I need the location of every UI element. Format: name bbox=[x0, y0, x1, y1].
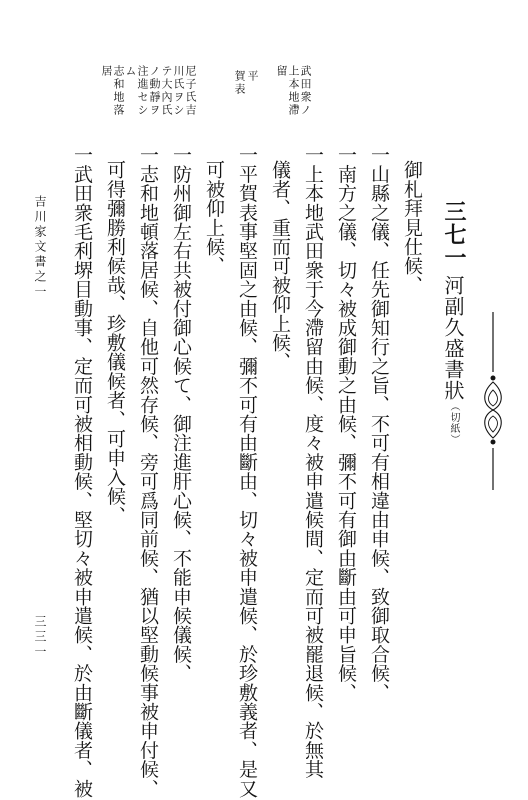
body-line-5: 儀者、重而可被仰上候、 bbox=[269, 160, 291, 372]
document-title-text: 河副久盛書狀 bbox=[441, 275, 465, 401]
body-line-7: 可被仰上候、 bbox=[203, 160, 225, 276]
body-line-1: 御札拜見仕候、 bbox=[401, 160, 423, 295]
body-line-6: 一平賀表事堅固之由候、彌不可有由斷由、切々被申遣候、於珍敷義者、是又 bbox=[236, 145, 258, 798]
document-title bbox=[442, 275, 464, 445]
body-line-10: 可得彌勝利候哉、珍敷儀候者、可申入候、 bbox=[104, 160, 126, 525]
body-line-9: 一志和地頓落居候、自他可然存候、旁可爲同前候、猶以堅動候事被申付候、 bbox=[137, 145, 159, 798]
body-line-4: 一上本地武田衆于今滯留由候、度々被申遣候間、定而可被罷退候、於無其 bbox=[302, 145, 324, 779]
document-number: 三七一 bbox=[441, 200, 467, 269]
body-line-3: 一南方之儀、切々被成御動之由候、彌不可有御由斷由可申旨候、 bbox=[335, 145, 357, 702]
body-line-8: 一防州御左右共被付御心候て、御注進肝心候、不能申候儀候、 bbox=[170, 145, 192, 683]
book-title: 吉川家文書之一 bbox=[33, 195, 47, 300]
body-line-2: 一山縣之儀、任先御知行之旨、不可有相違由申候、致御取合候、 bbox=[368, 145, 390, 702]
page-number: 三三一 bbox=[33, 615, 47, 660]
document-page: 三七一 河副久盛書狀（切紙） 御札拜見仕候、 一山縣之儀、任先御知行之旨、不可有相違由申候、致御取合候、 一南方之儀、切々被成御動之由候、彌不可有御由斷由可申旨候、 一上本地武田衆于今滯留由候、度々被申遣候間、定而可被罷退候、於無其 儀者、重而可被仰上候、 一平賀表事堅固之由候、彌不可有由斷由、切々被申遣候、於珍敷義者、是又 可被仰上候、 一防州御左右共被付御心候て、御注進肝心候、不能申候儀候、 一志和地頓落居候、自他可然存候、旁可爲同前候、猶以堅動候事被申付候、 可得彌勝利候哉、珍敷儀候者、可申入候、 一武田衆毛利堺目動事、定而可被相動候、堅切々被申遣候、於由斷儀者、被 武田衆ノ 上本地滯 留 平 賀表 尼子氏吉 川氏ヲシ テ大內氏 ノ動靜ヲ 注進セシ ム 志和地落 居 吉川家文書之一 三三一 bbox=[0, 0, 528, 800]
body-line-11: 一武田衆毛利堺目動事、定而可被相動候、堅切々被申遣候、於由斷儀者、被 bbox=[71, 145, 93, 798]
document-title-note: （切紙） bbox=[448, 401, 459, 445]
ornament-divider bbox=[478, 300, 508, 500]
